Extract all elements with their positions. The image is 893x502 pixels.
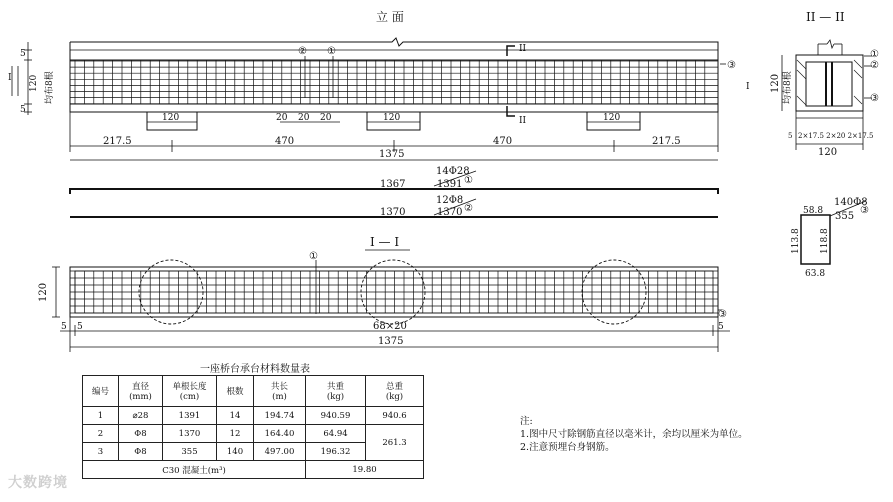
section-i-end-right: 5 <box>718 322 724 332</box>
elevation-title: 立 面 <box>376 10 404 24</box>
pad-width-1: 120 <box>162 113 180 123</box>
section-i-beam <box>70 260 722 324</box>
concrete-label: C30 混凝土(m³) <box>83 461 306 479</box>
bar-2-marker: ② <box>464 203 473 214</box>
dim-217-left: 217.5 <box>103 136 132 147</box>
table-header: 总重 (kg) <box>366 376 424 407</box>
section-ii-marker-3: ③ <box>870 93 879 104</box>
section-ii-small: 5 <box>788 132 793 140</box>
section-ii-bottom-dims: 2×17.5 2×20 2×17.5 <box>798 132 874 140</box>
table-header: 直径 (mm) <box>119 376 163 407</box>
elevation-side-note: 均布8根 <box>45 71 55 104</box>
elevation-marker-1: ① <box>327 46 336 57</box>
bar-2-length-cut: 1370 <box>437 207 463 218</box>
section-mark-ii-top: II <box>519 44 527 54</box>
notes-line-1: 1.图中尺寸除钢筋直径以毫米计，余均以厘米为单位。 <box>520 429 748 440</box>
bar-1-marker: ① <box>464 175 473 186</box>
table-cell: 2 <box>83 425 119 443</box>
dim-470-left: 470 <box>275 136 295 147</box>
table-cell: ⌀28 <box>119 407 163 425</box>
table-row <box>83 407 424 425</box>
stirrup-bottom-dim: 63.8 <box>805 269 826 279</box>
table-header-row <box>83 376 424 407</box>
table-cell: 194.74 <box>254 407 306 425</box>
table-cell: 940.6 <box>366 407 424 425</box>
section-mark-ii-bottom: II <box>519 116 527 126</box>
watermark: 大数跨境 <box>8 475 68 491</box>
bar-2-length: 1370 <box>380 207 406 218</box>
center-spacing-1: 20 <box>276 113 288 123</box>
notes-title: 注: <box>520 416 533 427</box>
pad-width-2: 120 <box>383 113 401 123</box>
section-i-long-bars <box>70 271 718 313</box>
table-cell: Φ8 <box>119 443 163 461</box>
bar-2-label: 12Φ8 <box>436 195 464 206</box>
table-cell: 355 <box>163 443 217 461</box>
stirrup-length: 355 <box>835 211 855 222</box>
table-cell: 940.59 <box>306 407 366 425</box>
section-i-end-left: 5 <box>61 322 67 332</box>
table-cell: 140 <box>217 443 254 461</box>
section-i-spacing: 68×20 <box>373 321 407 332</box>
bar-1-label: 14Φ28 <box>436 166 470 177</box>
table-cell: 1 <box>83 407 119 425</box>
bar-1-length: 1367 <box>380 179 406 190</box>
table-header: 单根长度 (cm) <box>163 376 217 407</box>
table-cell: 196.32 <box>306 443 366 461</box>
table-cell: 64.94 <box>306 425 366 443</box>
table-title: 一座桥台承台材料数量表 <box>200 364 310 375</box>
section-ii-marker-1: ① <box>870 49 879 60</box>
stirrup-left-dim: 113.8 <box>791 228 801 254</box>
section-i-marker-3: ③ <box>718 309 727 320</box>
section-mark-i-right: I <box>746 82 750 92</box>
concrete-value: 19.80 <box>306 461 424 479</box>
table-cell: 14 <box>217 407 254 425</box>
pad-width-3: 120 <box>603 113 621 123</box>
table-cell: 1391 <box>163 407 217 425</box>
table-header: 根数 <box>217 376 254 407</box>
section-ii-height: 120 <box>770 73 781 93</box>
table-cell: 12 <box>217 425 254 443</box>
section-i-total: 1375 <box>378 336 404 347</box>
bar-1-length-cut: 1391 <box>437 179 463 190</box>
table-row-concrete <box>83 461 424 479</box>
dim-470-right: 470 <box>493 136 513 147</box>
dim-217-right: 217.5 <box>652 136 681 147</box>
notes-line-2: 2.注意预埋台身钢筋。 <box>520 442 615 453</box>
table-cell: 3 <box>83 443 119 461</box>
center-spacing-3: 20 <box>320 113 332 123</box>
notes <box>520 415 748 454</box>
table-cell: 164.40 <box>254 425 306 443</box>
table-cell: 497.00 <box>254 443 306 461</box>
section-ii-marker-2: ② <box>870 60 879 71</box>
section-i-title: I — I <box>370 235 400 249</box>
table-header: 共长 (m) <box>254 376 306 407</box>
section-i-height: 120 <box>38 282 49 302</box>
table-cell: 261.3 <box>366 425 424 461</box>
table-header: 共重 (kg) <box>306 376 366 407</box>
elevation-long-bars <box>70 61 718 104</box>
side-dim-bottom: 5 <box>20 105 26 115</box>
section-ii-width: 120 <box>818 147 838 158</box>
table-cell: 1370 <box>163 425 217 443</box>
materials-table <box>82 375 424 479</box>
dim-1375-elevation: 1375 <box>379 149 405 160</box>
stirrup-top-dim: 58.8 <box>803 206 824 216</box>
elevation-marker-2: ② <box>298 46 307 57</box>
section-ii-title: II — II <box>806 10 845 24</box>
section-ii-side-note: 均布8根 <box>783 71 793 104</box>
table-header: 编号 <box>83 376 119 407</box>
side-dim-mid: 120 <box>29 74 39 92</box>
section-i-end-left2: 5 <box>77 322 83 332</box>
elevation-marker-3: ③ <box>727 60 736 71</box>
side-dim-top: 5 <box>20 49 26 59</box>
stirrup-marker: ③ <box>860 205 869 216</box>
stirrup-right-dim: 118.8 <box>820 228 830 254</box>
center-spacing-2: 20 <box>298 113 310 123</box>
table-cell: Φ8 <box>119 425 163 443</box>
section-i-marker-1: ① <box>309 251 318 262</box>
stirrup-label: 140Φ8 <box>834 197 868 208</box>
section-mark-i-left: I <box>8 73 12 83</box>
table-row <box>83 425 424 443</box>
section-mark-ii <box>507 46 515 116</box>
